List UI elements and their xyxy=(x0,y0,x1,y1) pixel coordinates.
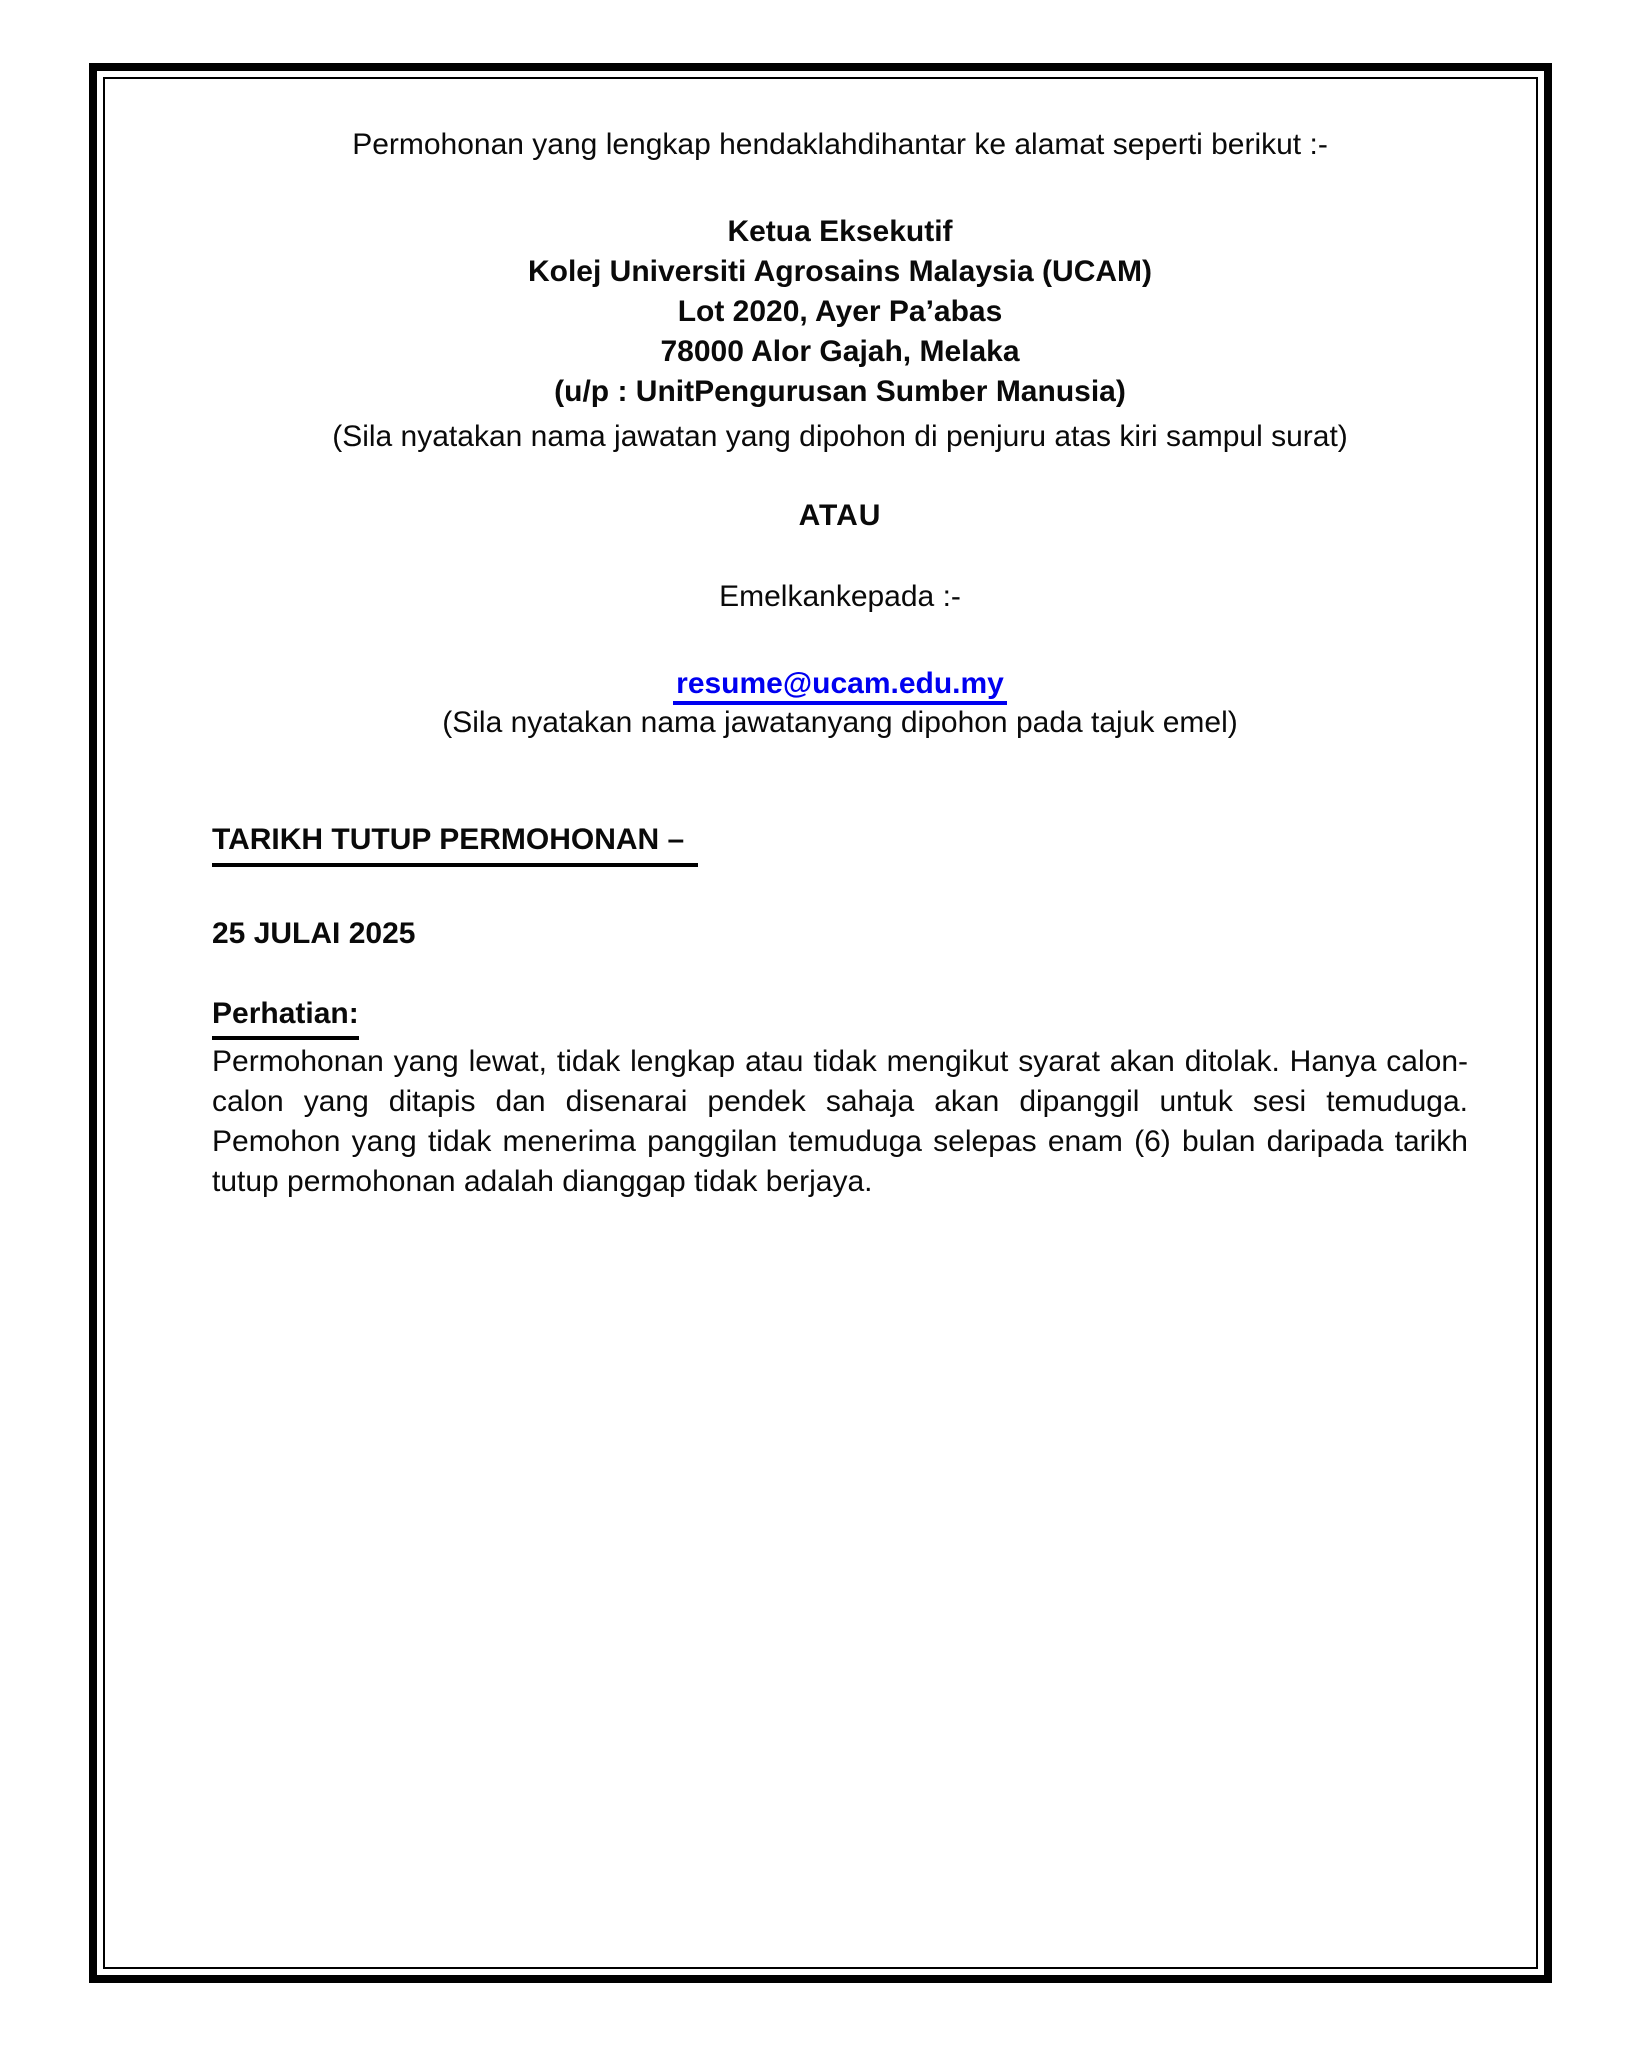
closing-date-heading-text: TARIKH TUTUP PERMOHONAN – xyxy=(212,820,698,867)
or-divider: ATAU xyxy=(798,499,882,532)
email-line xyxy=(212,665,1468,703)
closing-date: 25 JULAI 2025 xyxy=(212,917,416,950)
envelope-note: (Sila nyatakan nama jawatan yang dipohon di penjuru atas kiri sampul surat) xyxy=(332,420,1348,453)
attention-paragraph: Permohonan yang lewat, tidak lengkap atau tidak mengikut syarat akan ditolak. Hanya calon-calon yang ditapis dan disenarai pendek sahaja akan dipanggil untuk sesi temuduga. Pemohon yang tidak menerima panggilan temuduga selepas enam (6) bulan daripada tarikh tutup permohonan adalah dianggap tidak berjaya. xyxy=(212,1045,1468,1198)
address-line-city: 78000 Alor Gajah, Melaka xyxy=(660,335,1020,368)
page-border-inner xyxy=(103,77,1538,1969)
page-content xyxy=(105,79,1536,1967)
address-line-street: Lot 2020, Ayer Pa’abas xyxy=(677,295,1003,328)
email-link[interactable]: resume@ucam.edu.my xyxy=(673,667,1007,705)
page-border-outer xyxy=(89,63,1552,1983)
attention-heading xyxy=(212,994,1468,1040)
intro-line: Permohonan yang lengkap hendaklahdihantar ke alamat seperti berikut :- xyxy=(352,128,1328,161)
address-line-institution: Kolej Universiti Agrosains Malaysia (UCAM) xyxy=(527,255,1153,288)
address-line-attention-unit: (u/p : UnitPengurusan Sumber Manusia) xyxy=(554,375,1126,408)
postal-address-block xyxy=(212,212,1468,412)
attention-heading-text: Perhatian: xyxy=(212,994,359,1040)
email-note: (Sila nyatakan nama jawatanyang dipohon pada tajuk emel) xyxy=(442,706,1238,739)
address-line-title: Ketua Eksekutif xyxy=(727,215,953,248)
email-label: Emelkankepada :- xyxy=(719,580,961,613)
closing-date-heading xyxy=(212,820,1468,867)
